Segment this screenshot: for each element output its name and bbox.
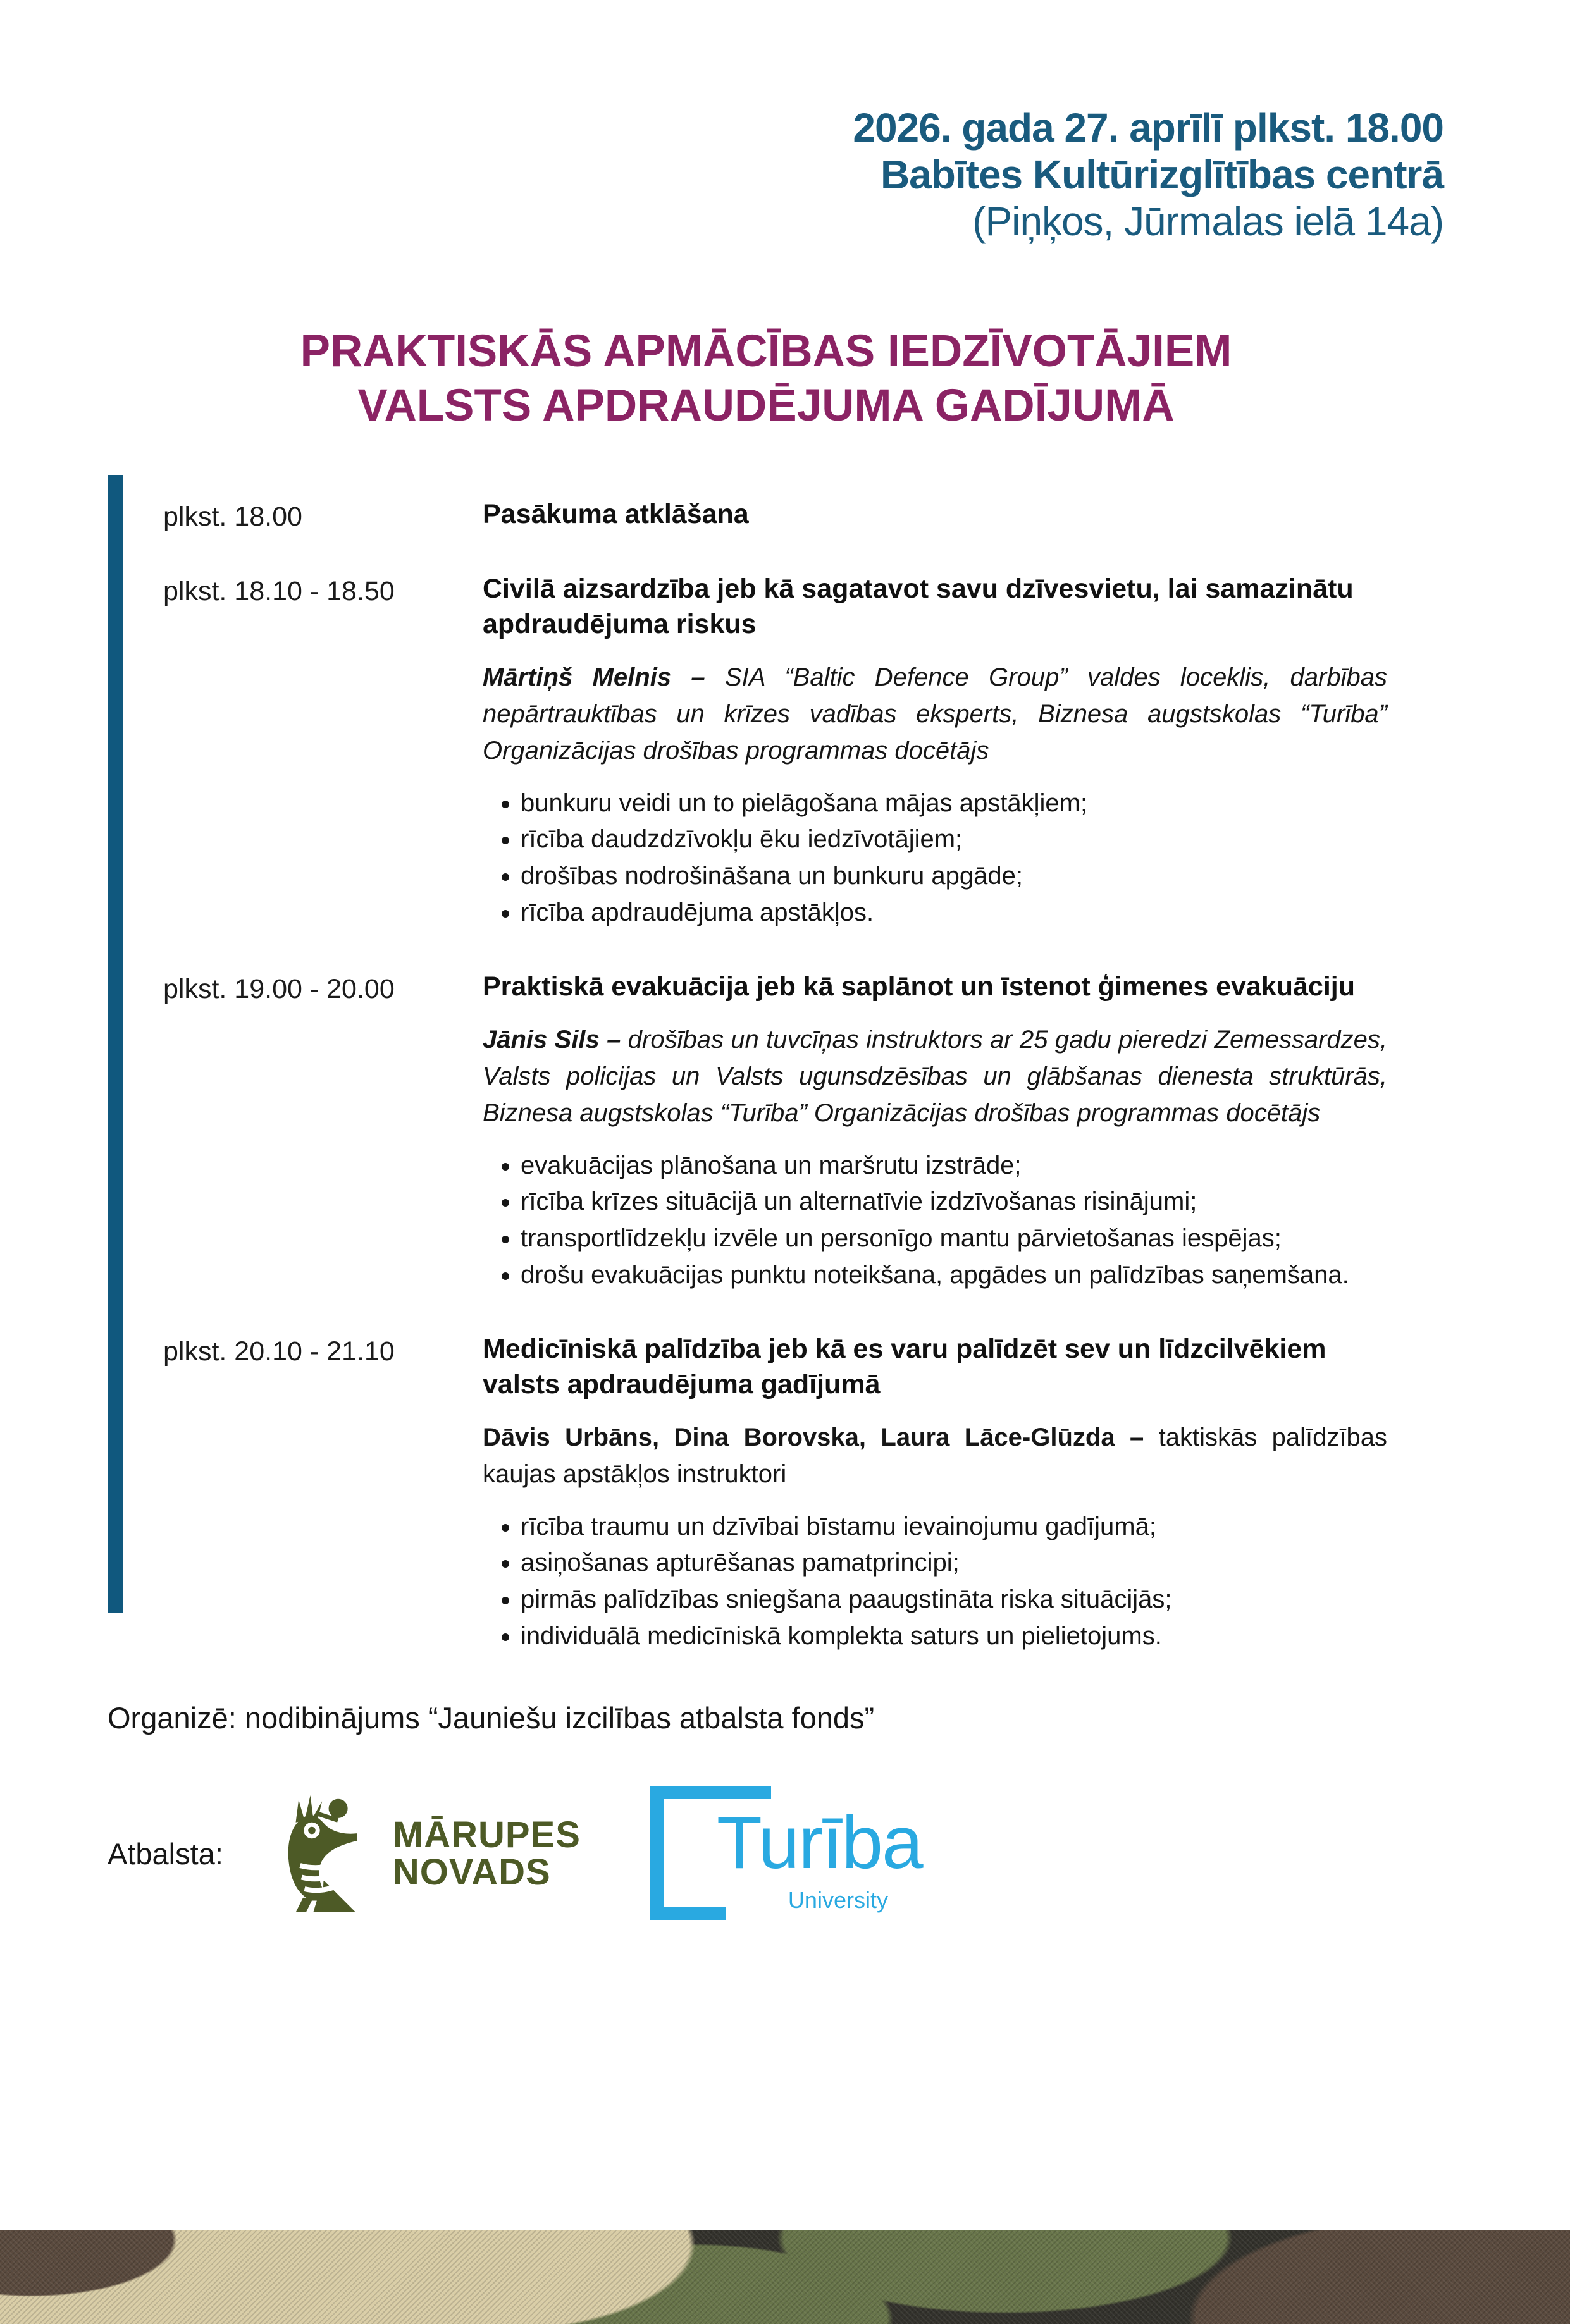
camo-strip bbox=[0, 2230, 1570, 2324]
speaker-info bbox=[483, 1419, 1387, 1492]
bullet-item: • transportlīdzekļu izvēle un personīgo mantu pārvietošanas iespējas; bbox=[521, 1222, 1387, 1255]
event-datetime: 2026. gada 27. aprīlī plkst. 18.00 bbox=[853, 105, 1443, 151]
turiba-logo bbox=[650, 1786, 922, 1922]
event-address: (Piņķos, Jūrmalas ielā 14a) bbox=[972, 199, 1443, 245]
session-title: Civilā aizsardzība jeb kā sagatavot savu dzīvesvietu, lai samazinātu apdraudējuma riskus bbox=[483, 573, 1354, 639]
bullet-item: • rīcība daudzdzīvokļu ēku iedzīvotājiem; bbox=[521, 823, 1387, 856]
bullet-item: • individuālā medicīniskā komplekta saturs un pielietojums. bbox=[521, 1620, 1387, 1653]
session-topics bbox=[483, 787, 1387, 930]
time-label: plkst. 20.10 - 21.10 bbox=[163, 1336, 395, 1367]
schedule-row-evacuation bbox=[163, 969, 1387, 1295]
accent-bar bbox=[108, 475, 123, 1613]
poster-title bbox=[76, 324, 1456, 434]
bullet-item: • rīcība apdraudējuma apstākļos. bbox=[521, 896, 1387, 930]
bullet-item: • evakuācijas plānošana un maršrutu izstrāde; bbox=[521, 1149, 1387, 1183]
session-topics bbox=[483, 1149, 1387, 1292]
speaker-description: drošības un tuvcīņas instruktors ar 25 gadu pieredzi Zemessardzes, Valsts policijas un Valsts ugunsdzēsības un glābšanas dienesta struktūrās, Biznesa augstskolas “Turība” Organizācijas drošības programmas docētājs bbox=[483, 1025, 1387, 1127]
bullet-item: • asiņošanas apturēšanas pamatprincipi; bbox=[521, 1546, 1387, 1580]
session-title: Pasākuma atklāšana bbox=[483, 498, 749, 529]
time-label: plkst. 18.10 - 18.50 bbox=[163, 575, 395, 606]
marupes-logo-text bbox=[393, 1816, 581, 1891]
marupes-novads-logo bbox=[268, 1795, 581, 1912]
bullet-item: • rīcība traumu un dzīvībai bīstamu ievainojumu gadījumā; bbox=[521, 1510, 1387, 1544]
session-title: Medicīniskā palīdzība jeb kā es varu palīdzēt sev un līdzcilvēkiem valsts apdraudējuma gadījumā bbox=[483, 1333, 1326, 1399]
schedule-row-opening bbox=[163, 497, 1387, 535]
bullet-item: • rīcība krīzes situācijā un alternatīvie izdzīvošanas risinājumi; bbox=[521, 1185, 1387, 1219]
marupes-bird-icon bbox=[268, 1795, 375, 1912]
event-header bbox=[0, 104, 1443, 245]
poster-title-line2: VALSTS APDRAUDĒJUMA GADĪJUMĀ bbox=[357, 381, 1175, 431]
session-title: Praktiskā evakuācija jeb kā saplānot un īstenot ģimenes evakuāciju bbox=[483, 971, 1356, 1002]
bullet-item: • bunkuru veidi un to pielāgošana mājas apstākļiem; bbox=[521, 787, 1387, 820]
schedule bbox=[108, 497, 1387, 1656]
time-label: plkst. 18.00 bbox=[163, 501, 302, 532]
supporters-row bbox=[108, 1786, 1570, 1922]
turiba-wordmark: Turība bbox=[716, 1800, 922, 1884]
time-label: plkst. 19.00 - 20.00 bbox=[163, 973, 395, 1004]
speaker-description: taktiskās palīdzības kaujas apstākļos instruktori bbox=[483, 1423, 1387, 1488]
speaker-info bbox=[483, 1021, 1387, 1131]
speaker-description: SIA “Baltic Defence Group” valdes loceklis, darbības nepārtrauktības un krīzes vadības eksperts, Biznesa augstskolas “Turība” Organizācijas drošības programmas docētājs bbox=[483, 663, 1387, 765]
supports-label: Atbalsta: bbox=[108, 1836, 223, 1871]
speaker-name: Jānis Sils – bbox=[483, 1025, 621, 1054]
poster-title-line1: PRAKTISKĀS APMĀCĪBAS IEDZĪVOTĀJIEM bbox=[300, 326, 1232, 376]
schedule-row-civil-defense bbox=[163, 572, 1387, 933]
marupes-logo-line1: MĀRUPES bbox=[392, 1814, 581, 1856]
speaker-name: Mārtiņš Melnis – bbox=[483, 663, 705, 691]
bullet-item: • pirmās palīdzības sniegšana paaugstināta riska situācijās; bbox=[521, 1583, 1387, 1616]
bullet-item: • drošu evakuācijas punktu noteikšana, apgādes un palīdzības saņemšana. bbox=[521, 1258, 1387, 1292]
organizer-line: Organizē: nodibinājums “Jauniešu izcilības atbalsta fonds” bbox=[108, 1700, 875, 1735]
poster-page bbox=[0, 104, 1570, 1922]
schedule-row-medical-aid bbox=[163, 1332, 1387, 1656]
speaker-name: Dāvis Urbāns, Dina Borovska, Laura Lāce-Glūzda – bbox=[483, 1423, 1144, 1451]
turiba-university-label: University bbox=[788, 1886, 888, 1913]
bullet-item: • drošības nodrošināšana un bunkuru apgāde; bbox=[521, 859, 1387, 893]
session-topics bbox=[483, 1510, 1387, 1653]
event-venue: Babītes Kultūrizglītības centrā bbox=[880, 152, 1443, 198]
speaker-info bbox=[483, 659, 1387, 769]
marupes-logo-line2: NOVADS bbox=[392, 1852, 551, 1893]
